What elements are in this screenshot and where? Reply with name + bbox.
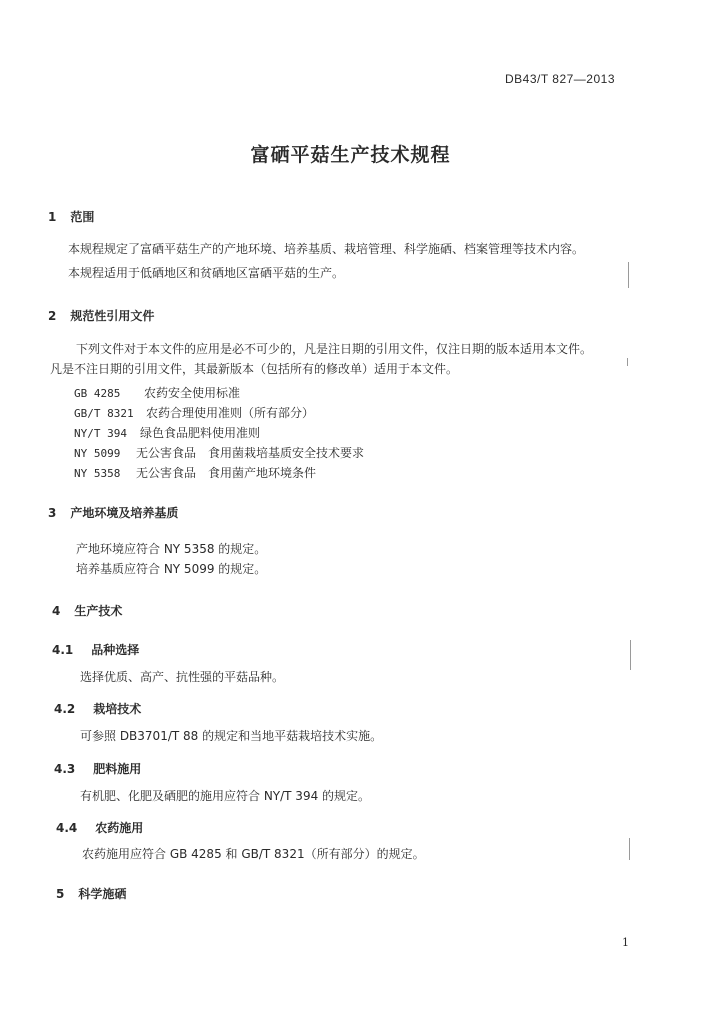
reference-title: 无公害食品 食用菌栽培基质安全技术要求	[136, 446, 365, 460]
subsection-4-3-title: 肥料施用	[93, 762, 142, 776]
document-code: DB43/T 827—2013	[504, 72, 615, 86]
subsection-4-2-number: 4.2	[54, 702, 76, 716]
reference-item	[74, 464, 316, 481]
section-2-paragraph-2: 凡是不注日期的引用文件，其最新版本（包括所有的修改单）适用于本文件。	[50, 362, 459, 376]
section-2-title: 规范性引用文件	[70, 309, 155, 323]
section-3-number: 3	[48, 506, 57, 520]
scan-mark	[630, 640, 631, 670]
subsection-4-1-heading	[52, 641, 139, 658]
section-3-title: 产地环境及培养基质	[70, 506, 179, 520]
reference-item	[74, 444, 364, 461]
section-3-heading	[48, 504, 178, 521]
scan-mark	[628, 262, 629, 288]
section-1-title: 范围	[70, 210, 95, 224]
scan-mark	[627, 358, 628, 366]
reference-title: 农药安全使用标准	[144, 386, 241, 400]
section-4-title: 生产技术	[74, 604, 123, 618]
subsection-4-1-number: 4.1	[52, 643, 74, 657]
reference-code: GB 4285	[74, 387, 121, 400]
reference-title: 无公害食品 食用菌产地环境条件	[136, 466, 317, 480]
reference-code: NY/T 394	[74, 427, 127, 440]
reference-title: 绿色食品肥料使用准则	[140, 426, 261, 440]
subsection-4-4-number: 4.4	[56, 821, 78, 835]
subsection-4-3-paragraph: 有机肥、化肥及硒肥的施用应符合 NY/T 394 的规定。	[80, 789, 371, 803]
section-2-heading	[48, 307, 154, 324]
section-2-paragraph-1: 下列文件对于本文件的应用是必不可少的，凡是注日期的引用文件，仅注日期的版本适用本文件。	[76, 342, 593, 356]
reference-code: NY 5358	[74, 467, 121, 480]
subsection-4-3-number: 4.3	[54, 762, 76, 776]
subsection-4-1-title: 品种选择	[91, 643, 140, 657]
section-5-number: 5	[56, 887, 65, 901]
reference-title: 农药合理使用准则（所有部分）	[146, 406, 315, 420]
page-number: 1	[622, 936, 629, 949]
subsection-4-4-heading	[56, 819, 143, 836]
subsection-4-1-paragraph: 选择优质、高产、抗性强的平菇品种。	[80, 670, 285, 684]
section-3-paragraph-2: 培养基质应符合 NY 5099 的规定。	[76, 562, 267, 576]
reference-item	[74, 384, 240, 401]
reference-item	[74, 404, 314, 421]
section-5-heading	[56, 885, 126, 902]
subsection-4-2-paragraph: 可参照 DB3701/T 88 的规定和当地平菇栽培技术实施。	[80, 729, 383, 743]
section-4-heading	[52, 602, 122, 619]
section-1-heading	[48, 208, 94, 225]
subsection-4-2-heading	[54, 700, 141, 717]
section-2-number: 2	[48, 309, 57, 323]
subsection-4-4-paragraph: 农药施用应符合 GB 4285 和 GB/T 8321（所有部分）的规定。	[82, 847, 425, 861]
scan-mark	[629, 838, 630, 860]
reference-item	[74, 424, 260, 441]
subsection-4-3-heading	[54, 760, 141, 777]
reference-code: GB/T 8321	[74, 407, 134, 420]
subsection-4-4-title: 农药施用	[95, 821, 144, 835]
document-title: 富硒平菇生产技术规程	[250, 144, 451, 166]
reference-code: NY 5099	[74, 447, 121, 460]
section-1-paragraph-2: 本规程适用于低硒地区和贫硒地区富硒平菇的生产。	[68, 266, 345, 280]
section-5-title: 科学施硒	[78, 887, 127, 901]
subsection-4-2-title: 栽培技术	[93, 702, 142, 716]
section-4-number: 4	[52, 604, 61, 618]
section-3-paragraph-1: 产地环境应符合 NY 5358 的规定。	[76, 542, 267, 556]
section-1-number: 1	[48, 210, 57, 224]
section-1-paragraph-1: 本规程规定了富硒平菇生产的产地环境、培养基质、栽培管理、科学施硒、档案管理等技术内容。	[68, 242, 585, 256]
